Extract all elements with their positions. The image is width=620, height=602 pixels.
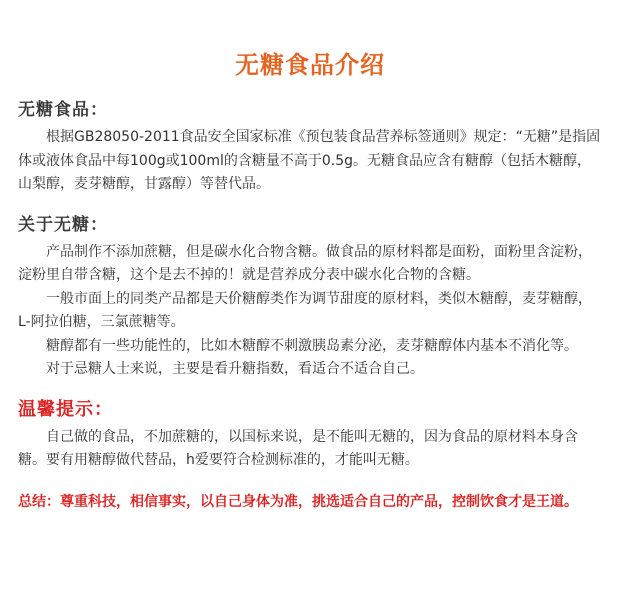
paragraph: 产品制作不添加蔗糖，但是碳水化合物含糖。做食品的原材料都是面粉，面粉里含淀粉，淀粉里自带含糖，这个是去不掉的！就是营养成分表中碳水化合物的含糖。 — [18, 243, 592, 283]
page-title: 无糖食品介绍 — [235, 51, 385, 79]
paragraph: 根据GB28050-2011食品安全国家标准《预包装食品营养标签通则》规定：“无糖”是指固体或液体食品中每100g或100ml的含糖量不高于0.5g。无糖食品应含有糖醇（包括木糖醇，山梨醇，麦芽糖醇，甘露醇）等替代品。 — [18, 129, 601, 192]
paragraph: 对于忌糖人士来说，主要是看升糖指数，看适合不适合自己。 — [46, 361, 424, 377]
section-warm-tip — [18, 398, 602, 473]
summary-line: 总结：尊重科技，相信事实，以自己身体为准，挑选适合自己的产品，控制饮食才是王道。 — [18, 493, 578, 510]
section-heading: 无糖食品： — [18, 100, 108, 120]
section-sugar-free-food — [18, 98, 602, 197]
section-heading-warning: 温馨提示： — [18, 398, 113, 420]
paragraph: 自己做的食品，不加蔗糖的，以国标来说，是不能叫无糖的，因为食品的原材料本身含糖。要有用糖醇做代替品，h爱要符合检测标准的，才能叫无糖。 — [18, 428, 578, 468]
section-about-sugar-free — [18, 213, 602, 382]
section-heading: 关于无糖： — [18, 214, 108, 235]
paragraph: 糖醇都有一些功能性的，比如木糖醇不刺激胰岛素分泌，麦芽糖醇体内基本不消化等。 — [46, 337, 578, 354]
paragraph: 一般市面上的同类产品都是天价糖醇类作为调节甜度的原材料，类似木糖醇，麦芽糖醇，L-阿拉伯糖，三氯蔗糖等。 — [18, 290, 592, 330]
